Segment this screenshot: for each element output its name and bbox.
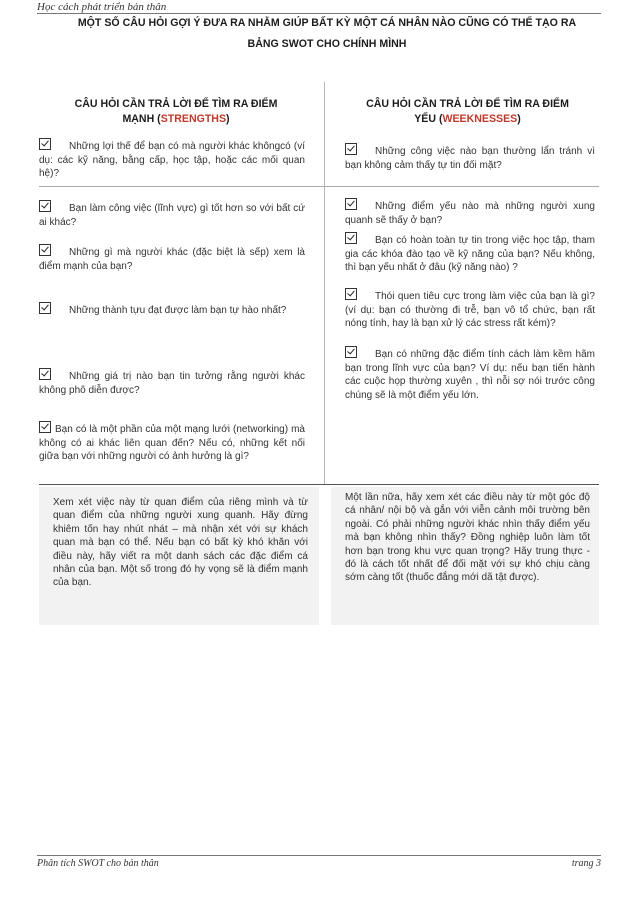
header-divider <box>37 13 601 14</box>
strengths-item-text: Những gì mà người khác (đặc biệt là sếp) xem là điểm mạnh của bạn? <box>39 247 305 272</box>
strengths-item <box>39 421 305 464</box>
strengths-note: Xem xét việc này từ quan điểm của riêng mình và từ quan điểm của những người xung quanh. Hãy đừng khiêm tốn hay nhút nhát – mà nhận xét với sự khách quan mà bạn có thể. Nếu bạn có bất kỳ khó khăn với điều này, hãy viết ra một danh sách các đặc điểm cá nhân của bạn. Một số trong đó hy vọng sẽ là điểm mạnh của bạn. <box>53 497 308 589</box>
weaknesses-item-text: Những điểm yếu nào mà những người xung quanh sẽ thấy ở bạn? <box>345 201 595 226</box>
strengths-item <box>39 200 305 229</box>
strengths-item-text: Bạn làm công việc (lĩnh vực) gì tốt hơn so với bất cứ ai khác? <box>39 203 305 228</box>
weaknesses-heading <box>345 97 590 127</box>
checkbox-icon <box>345 198 357 210</box>
strengths-heading-prefix: MẠNH ( <box>122 113 161 125</box>
checkbox-icon <box>345 346 357 358</box>
strengths-heading-line2 <box>56 112 296 127</box>
row-divider <box>345 186 599 187</box>
weaknesses-item-text: Bạn có những đặc điểm tính cách làm kềm hãm bạn trong lĩnh vực của bạn? Ví dụ: nếu bạn tiến hành các cuộc họp thường xuyên , thì nỗi sợ nói trước công chúng sẽ là một điểm yếu lớn. <box>345 349 595 401</box>
weaknesses-item <box>345 198 595 227</box>
page-title-line2: BẢNG SWOT CHO CHÍNH MÌNH <box>247 38 407 50</box>
weaknesses-heading-line2 <box>345 112 590 127</box>
checkbox-icon <box>345 232 357 244</box>
footer-left: Phân tích SWOT cho bản thân <box>37 858 159 869</box>
strengths-item-text: Những giá trị nào bạn tin tưởng rằng người khác không phô diễn được? <box>39 371 305 396</box>
weaknesses-item <box>345 288 595 331</box>
weaknesses-heading-prefix: YẾU ( <box>414 113 443 125</box>
checkbox-icon <box>39 200 51 212</box>
strengths-item-text: Bạn có là một phần của một mạng lưới (networking) mà không có ai khác liên quan đến? Nếu có, những kết nối giữa bạn với những người có ảnh hưởng là gì? <box>39 424 305 463</box>
weaknesses-item-text: Thói quen tiêu cực trong làm việc của bạn là gì?(ví dụ: bạn có thường đi trễ, bạn vô tổ chức, bạn rất nóng tính, hay là bạn xử lý các stress rất kém)? <box>345 291 595 330</box>
strengths-item-text: Những lợi thế để bạn có mà người khác khôngcó (ví dụ: các kỹ năng, bằng cấp, học tập, hoặc các mối quan hệ)? <box>39 141 305 180</box>
weaknesses-item <box>345 143 595 172</box>
checkbox-icon <box>345 143 357 155</box>
checkbox-icon <box>39 421 51 433</box>
strengths-item <box>39 368 305 397</box>
strengths-item <box>39 302 305 318</box>
strengths-item-text: Những thành tựu đạt được làm bạn tự hào nhất? <box>69 305 287 316</box>
strengths-heading-suffix: ) <box>226 113 230 125</box>
weaknesses-heading-suffix: ) <box>517 113 521 125</box>
weaknesses-item-text: Bạn có hoàn toàn tự tin trong việc học tập, tham gia các khóa đào tạo về kỹ năng của bạn? Nếu không, thì bạn yếu nhất ở đâu (kỹ năng nào) ? <box>345 235 595 274</box>
checkbox-icon <box>39 138 51 150</box>
page-number: trang 3 <box>571 858 601 869</box>
checkbox-icon <box>345 288 357 300</box>
running-header: Học cách phát triển bản thân <box>37 1 167 13</box>
strengths-keyword: STRENGTHS <box>160 113 227 125</box>
page-title-line1: MỘT SỐ CÂU HỎI GỢI Ý ĐƯA RA NHẰM GIÚP BẤT KỲ MỘT CÁ NHÂN NÀO CŨNG CÓ THỂ TẠO RA <box>77 17 577 29</box>
strengths-item <box>39 244 305 273</box>
weaknesses-item <box>345 232 595 275</box>
footer-divider <box>37 855 601 856</box>
checkbox-icon <box>39 244 51 256</box>
strengths-item <box>39 138 305 181</box>
weaknesses-item <box>345 346 595 402</box>
column-divider <box>324 82 325 485</box>
strengths-heading <box>56 97 296 127</box>
checkbox-icon <box>39 302 51 314</box>
weaknesses-heading-line1: CÂU HỎI CẦN TRẢ LỜI ĐỂ TÌM RA ĐIỂM <box>366 98 569 110</box>
weaknesses-keyword: WEEKNESSES <box>442 113 518 125</box>
strengths-heading-line1: CÂU HỎI CẦN TRẢ LỜI ĐỂ TÌM RA ĐIỂM <box>74 98 278 110</box>
section-divider <box>39 484 599 485</box>
weaknesses-note: Một lần nữa, hãy xem xét các điều này từ một góc độ cá nhân/ nội bộ và gắn với viễn cảnh môi trường bên ngoài. Có phải những người khác nhìn thấy điểm yếu mà bạn không nhìn thấy? Đồng nghiệp luôn làm tốt hơn bạn trong khu vực quan trọng? Hãy trung thực - đó là cách tốt nhất để đối mặt với sự khó chịu càng sớm càng tốt (thuốc đắng mới dã tật được). <box>345 492 590 584</box>
checkbox-icon <box>39 368 51 380</box>
weaknesses-item-text: Những công việc nào bạn thường lẩn tránh vì bạn không cảm thấy tự tin đối mặt? <box>345 146 595 171</box>
